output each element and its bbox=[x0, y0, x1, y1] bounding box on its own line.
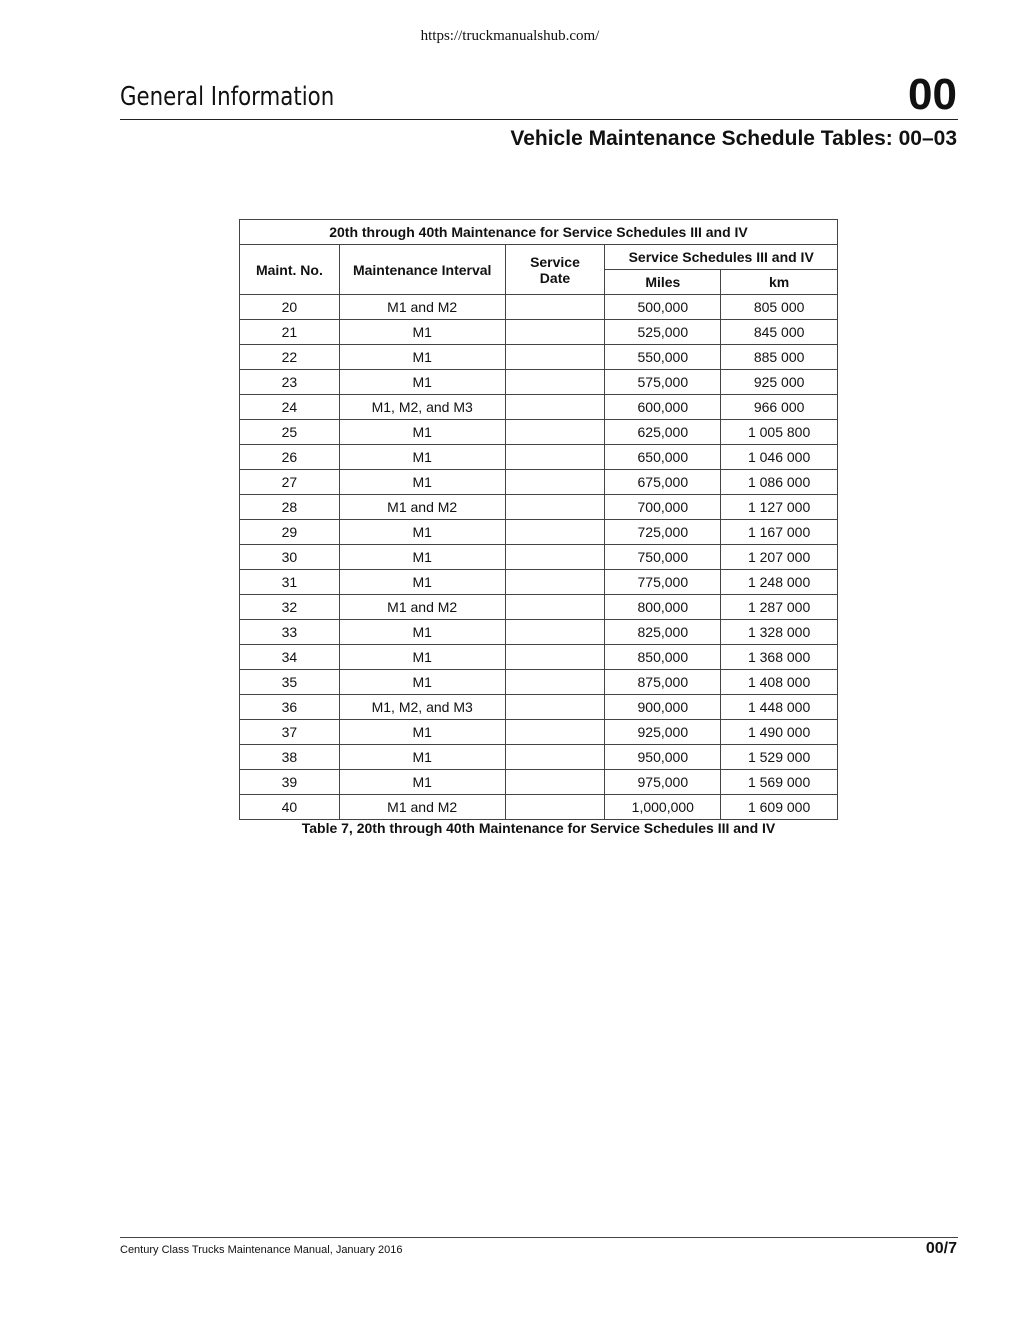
cell-miles: 925,000 bbox=[605, 720, 721, 745]
cell-miles: 675,000 bbox=[605, 470, 721, 495]
cell-km: 1 569 000 bbox=[721, 770, 838, 795]
cell-miles: 700,000 bbox=[605, 495, 721, 520]
table-row bbox=[240, 545, 838, 570]
table-title: 20th through 40th Maintenance for Service Schedules III and IV bbox=[240, 220, 838, 245]
page-number: 00/7 bbox=[925, 1240, 957, 1257]
cell-maint-no: 20 bbox=[240, 295, 340, 320]
footer-manual-title: Century Class Trucks Maintenance Manual, January 2016 bbox=[120, 1244, 403, 1256]
cell-service-date bbox=[505, 520, 605, 545]
table-row bbox=[240, 495, 838, 520]
table-row bbox=[240, 745, 838, 770]
section-number: 00 bbox=[908, 70, 957, 119]
cell-km: 1 046 000 bbox=[721, 445, 838, 470]
cell-maint-no: 40 bbox=[240, 795, 340, 820]
cell-miles: 650,000 bbox=[605, 445, 721, 470]
cell-km: 966 000 bbox=[721, 395, 838, 420]
table-row bbox=[240, 570, 838, 595]
table-row bbox=[240, 645, 838, 670]
cell-km: 1 287 000 bbox=[721, 595, 838, 620]
cell-maintenance-interval: M1 and M2 bbox=[339, 295, 505, 320]
cell-maint-no: 39 bbox=[240, 770, 340, 795]
header-service-date-line1: Service bbox=[530, 253, 580, 270]
cell-maint-no: 36 bbox=[240, 695, 340, 720]
cell-maintenance-interval: M1 bbox=[339, 620, 505, 645]
cell-service-date bbox=[505, 420, 605, 445]
cell-service-date bbox=[505, 445, 605, 470]
table-row bbox=[240, 695, 838, 720]
cell-maintenance-interval: M1 bbox=[339, 345, 505, 370]
cell-maint-no: 23 bbox=[240, 370, 340, 395]
cell-miles: 1,000,000 bbox=[605, 795, 721, 820]
cell-maintenance-interval: M1 bbox=[339, 445, 505, 470]
cell-km: 1 086 000 bbox=[721, 470, 838, 495]
header-km: km bbox=[721, 270, 838, 295]
cell-miles: 575,000 bbox=[605, 370, 721, 395]
cell-maintenance-interval: M1, M2, and M3 bbox=[339, 395, 505, 420]
cell-miles: 775,000 bbox=[605, 570, 721, 595]
table-row bbox=[240, 320, 838, 345]
cell-km: 1 448 000 bbox=[721, 695, 838, 720]
table-row bbox=[240, 295, 838, 320]
cell-km: 1 609 000 bbox=[721, 795, 838, 820]
cell-service-date bbox=[505, 620, 605, 645]
header-maintenance-interval: Maintenance Interval bbox=[339, 245, 505, 295]
header-maint-no: Maint. No. bbox=[240, 245, 340, 295]
cell-maint-no: 28 bbox=[240, 495, 340, 520]
cell-maintenance-interval: M1 bbox=[339, 720, 505, 745]
cell-service-date bbox=[505, 495, 605, 520]
cell-maint-no: 33 bbox=[240, 620, 340, 645]
cell-miles: 950,000 bbox=[605, 745, 721, 770]
cell-maintenance-interval: M1 bbox=[339, 370, 505, 395]
header-miles: Miles bbox=[605, 270, 721, 295]
cell-miles: 550,000 bbox=[605, 345, 721, 370]
table-row bbox=[240, 795, 838, 820]
cell-km: 1 248 000 bbox=[721, 570, 838, 595]
cell-maintenance-interval: M1 bbox=[339, 470, 505, 495]
cell-km: 885 000 bbox=[721, 345, 838, 370]
cell-miles: 750,000 bbox=[605, 545, 721, 570]
table-row bbox=[240, 520, 838, 545]
cell-maintenance-interval: M1 bbox=[339, 545, 505, 570]
cell-maintenance-interval: M1 bbox=[339, 520, 505, 545]
table-row bbox=[240, 470, 838, 495]
cell-miles: 725,000 bbox=[605, 520, 721, 545]
cell-miles: 900,000 bbox=[605, 695, 721, 720]
header-rule bbox=[120, 119, 958, 120]
cell-service-date bbox=[505, 470, 605, 495]
cell-maint-no: 27 bbox=[240, 470, 340, 495]
cell-service-date bbox=[505, 745, 605, 770]
cell-maintenance-interval: M1 and M2 bbox=[339, 595, 505, 620]
cell-km: 1 368 000 bbox=[721, 645, 838, 670]
cell-km: 1 167 000 bbox=[721, 520, 838, 545]
cell-maint-no: 37 bbox=[240, 720, 340, 745]
header-service-schedules: Service Schedules III and IV bbox=[605, 245, 838, 270]
cell-km: 1 127 000 bbox=[721, 495, 838, 520]
header-service-date-line2: Date bbox=[539, 269, 571, 286]
cell-maint-no: 32 bbox=[240, 595, 340, 620]
cell-service-date bbox=[505, 395, 605, 420]
table-row bbox=[240, 595, 838, 620]
cell-service-date bbox=[505, 295, 605, 320]
table-row bbox=[240, 770, 838, 795]
table-row bbox=[240, 420, 838, 445]
cell-maint-no: 24 bbox=[240, 395, 340, 420]
table-row bbox=[240, 620, 838, 645]
cell-maintenance-interval: M1 bbox=[339, 570, 505, 595]
cell-maintenance-interval: M1 bbox=[339, 645, 505, 670]
cell-km: 1 328 000 bbox=[721, 620, 838, 645]
cell-service-date bbox=[505, 545, 605, 570]
cell-maint-no: 22 bbox=[240, 345, 340, 370]
cell-maint-no: 31 bbox=[240, 570, 340, 595]
cell-service-date bbox=[505, 370, 605, 395]
table-caption: Table 7, 20th through 40th Maintenance for Service Schedules III and IV bbox=[301, 820, 776, 836]
cell-km: 1 207 000 bbox=[721, 545, 838, 570]
cell-service-date bbox=[505, 320, 605, 345]
cell-maintenance-interval: M1 and M2 bbox=[339, 495, 505, 520]
cell-maintenance-interval: M1, M2, and M3 bbox=[339, 695, 505, 720]
cell-miles: 500,000 bbox=[605, 295, 721, 320]
cell-maint-no: 29 bbox=[240, 520, 340, 545]
cell-miles: 525,000 bbox=[605, 320, 721, 345]
table-row bbox=[240, 345, 838, 370]
cell-service-date bbox=[505, 695, 605, 720]
cell-km: 1 005 800 bbox=[721, 420, 838, 445]
cell-km: 845 000 bbox=[721, 320, 838, 345]
cell-miles: 625,000 bbox=[605, 420, 721, 445]
cell-km: 925 000 bbox=[721, 370, 838, 395]
table-row bbox=[240, 670, 838, 695]
cell-service-date bbox=[505, 770, 605, 795]
cell-maintenance-interval: M1 and M2 bbox=[339, 795, 505, 820]
cell-maintenance-interval: M1 bbox=[339, 420, 505, 445]
table-row bbox=[240, 445, 838, 470]
cell-miles: 875,000 bbox=[605, 670, 721, 695]
cell-maint-no: 34 bbox=[240, 645, 340, 670]
cell-service-date bbox=[505, 670, 605, 695]
page-subtitle: Vehicle Maintenance Schedule Tables: 00–03 bbox=[510, 127, 957, 150]
cell-miles: 825,000 bbox=[605, 620, 721, 645]
cell-maintenance-interval: M1 bbox=[339, 745, 505, 770]
table-row bbox=[240, 370, 838, 395]
source-url: https://truckmanualshub.com/ bbox=[420, 28, 600, 44]
cell-maint-no: 21 bbox=[240, 320, 340, 345]
cell-maint-no: 25 bbox=[240, 420, 340, 445]
cell-km: 1 529 000 bbox=[721, 745, 838, 770]
cell-km: 1 490 000 bbox=[721, 720, 838, 745]
table-row bbox=[240, 720, 838, 745]
cell-service-date bbox=[505, 795, 605, 820]
cell-miles: 975,000 bbox=[605, 770, 721, 795]
footer-rule bbox=[120, 1237, 958, 1238]
table-row bbox=[240, 395, 838, 420]
cell-service-date bbox=[505, 720, 605, 745]
cell-maint-no: 30 bbox=[240, 545, 340, 570]
cell-service-date bbox=[505, 595, 605, 620]
cell-km: 805 000 bbox=[721, 295, 838, 320]
cell-miles: 800,000 bbox=[605, 595, 721, 620]
cell-maint-no: 26 bbox=[240, 445, 340, 470]
header-service-date bbox=[505, 245, 605, 295]
cell-maint-no: 35 bbox=[240, 670, 340, 695]
maintenance-schedule-table bbox=[239, 219, 838, 820]
cell-miles: 850,000 bbox=[605, 645, 721, 670]
cell-maintenance-interval: M1 bbox=[339, 770, 505, 795]
cell-maintenance-interval: M1 bbox=[339, 320, 505, 345]
section-title: General Information bbox=[120, 82, 335, 112]
cell-maint-no: 38 bbox=[240, 745, 340, 770]
cell-miles: 600,000 bbox=[605, 395, 721, 420]
cell-service-date bbox=[505, 570, 605, 595]
table-body bbox=[240, 295, 838, 820]
cell-km: 1 408 000 bbox=[721, 670, 838, 695]
cell-service-date bbox=[505, 345, 605, 370]
cell-maintenance-interval: M1 bbox=[339, 670, 505, 695]
cell-service-date bbox=[505, 645, 605, 670]
